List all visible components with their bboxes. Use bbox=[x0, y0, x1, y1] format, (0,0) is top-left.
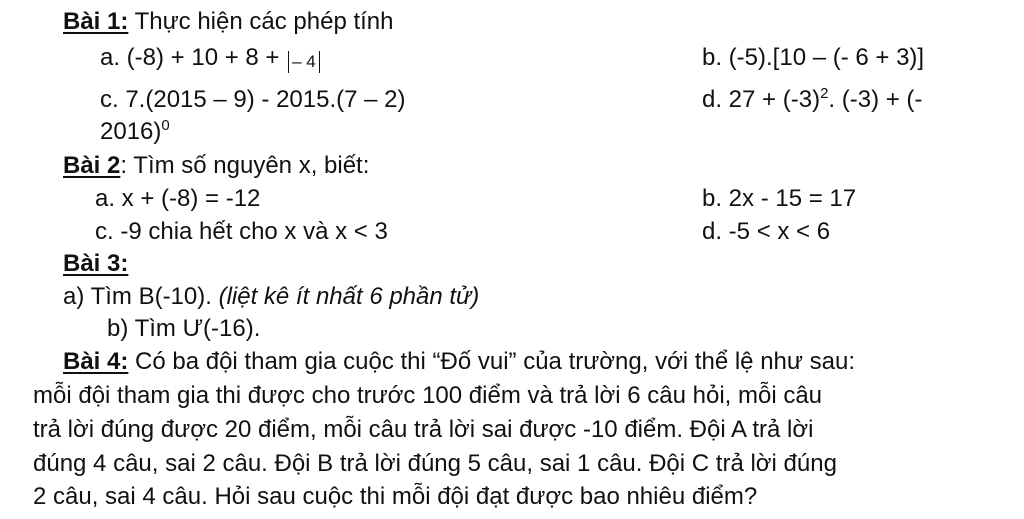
bai3-item-b: b) Tìm Ư(-16). bbox=[107, 315, 261, 342]
bai2-heading bbox=[63, 154, 369, 178]
bai3-heading bbox=[63, 252, 128, 276]
bai2-item-c: c. -9 chia hết cho x và x < 3 bbox=[95, 218, 388, 245]
bai1-item-c: c. 7.(2015 – 9) - 2015.(7 – 2) bbox=[100, 86, 406, 113]
bai2-item-b: b. 2x - 15 = 17 bbox=[702, 185, 857, 212]
bai1-item-d bbox=[702, 85, 923, 113]
abs-value-minus-4: – 4 bbox=[288, 51, 320, 73]
bai1-item-d-cont-text: 2016) bbox=[100, 118, 162, 145]
bai1-item-b: b. (-5).[10 – (- 6 + 3)] bbox=[702, 44, 925, 71]
bai3-item-a-text: a) Tìm B(-10). bbox=[63, 283, 219, 310]
bai4-line-4: đúng 4 câu, sai 2 câu. Đội B trả lời đúng 5 câu, sai 1 câu. Đội C trả lời đúng bbox=[33, 450, 837, 477]
bai2-item-a: a. x + (-8) = -12 bbox=[95, 185, 261, 212]
bai1-item-d-part2: . (-3) + (- bbox=[828, 86, 923, 113]
bai3-item-a-note: (liệt kê ít nhất 6 phần tử) bbox=[218, 283, 480, 310]
bai4-line-1-text: Có ba đội tham gia cuộc thi “Đố vui” của trường, với thể lệ như sau: bbox=[128, 348, 855, 375]
bai1-item-d-part1: d. 27 + (-3) bbox=[702, 86, 821, 113]
bai4-line-3: trả lời đúng được 20 điểm, mỗi câu trả lời sai được -10 điểm. Đội A trả lời bbox=[33, 416, 814, 443]
bai1-item-d-cont-exponent: 0 bbox=[161, 117, 170, 134]
bai1-item-a-text: a. (-8) + 10 + 8 + bbox=[100, 44, 287, 71]
bai3-title: Bài 3: bbox=[63, 250, 129, 277]
bai1-heading bbox=[63, 10, 393, 34]
bai1-item-a bbox=[100, 46, 320, 73]
bai1-title-rest: Thực hiện các phép tính bbox=[128, 8, 394, 35]
bai4-line-1 bbox=[63, 350, 855, 374]
bai4-line-2: mỗi đội tham gia thi được cho trước 100 điểm và trả lời 6 câu hỏi, mỗi câu bbox=[33, 382, 823, 409]
bai1-title: Bài 1: bbox=[63, 8, 129, 35]
bai1-item-d-exponent: 2 bbox=[820, 85, 829, 102]
bai2-item-d: d. -5 < x < 6 bbox=[702, 218, 831, 245]
bai4-line-5: 2 câu, sai 4 câu. Hỏi sau cuộc thi mỗi đội đạt được bao nhiêu điểm? bbox=[33, 483, 758, 510]
bai2-title: Bài 2 bbox=[63, 152, 121, 179]
bai3-item-a bbox=[63, 285, 479, 309]
bai2-title-rest: : Tìm số nguyên x, biết: bbox=[120, 152, 370, 179]
bai1-item-d-continuation bbox=[100, 117, 170, 145]
bai4-title: Bài 4: bbox=[63, 348, 129, 375]
